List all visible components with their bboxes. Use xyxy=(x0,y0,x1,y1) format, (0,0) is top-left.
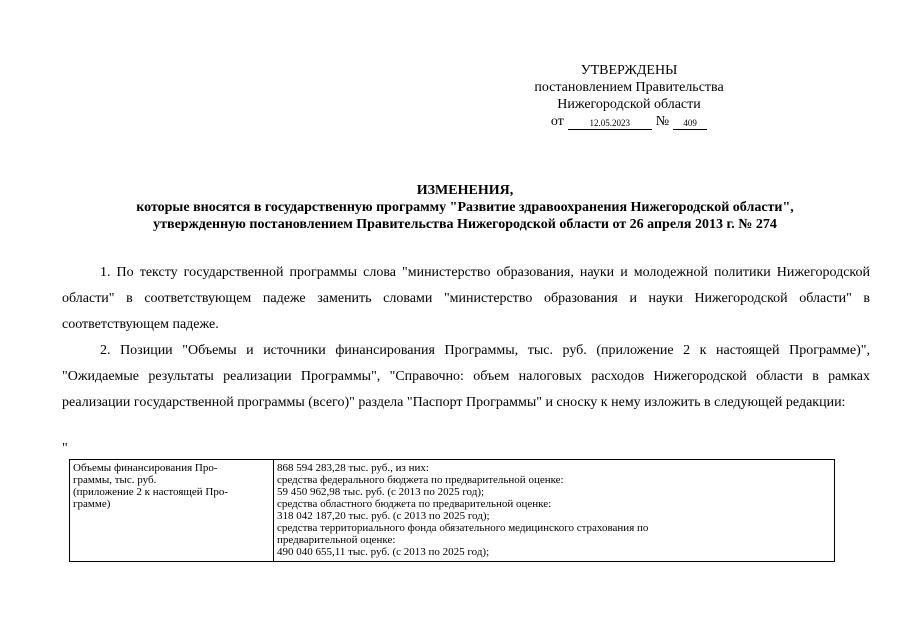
approval-date: 12.05.2023 xyxy=(568,118,652,130)
approval-line-1: постановлением Правительства xyxy=(534,80,724,95)
approval-block xyxy=(500,62,758,130)
title-sub-2: утвержденную постановлением Правительства Нижегородской области от 26 апреля 2013 г. № 274 xyxy=(153,217,777,232)
financing-table xyxy=(69,459,835,562)
cell-line: грамме) xyxy=(73,498,111,510)
cell-line: средства федерального бюджета по предварительной оценке: xyxy=(277,474,564,486)
cell-line: 318 042 187,20 тыс. руб. (с 2013 по 2025 год); xyxy=(277,510,490,522)
cell-line: граммы, тыс. руб. xyxy=(73,474,157,486)
table-cell-label xyxy=(70,460,274,562)
cell-line: 490 040 655,11 тыс. руб. (с 2013 по 2025 год); xyxy=(277,546,490,558)
number-sign: № xyxy=(655,114,670,129)
approval-date-line xyxy=(500,113,758,130)
approval-heading: УТВЕРЖДЕНЫ xyxy=(580,63,678,78)
date-prefix: от xyxy=(550,114,564,129)
opening-quote: " xyxy=(62,441,68,456)
cell-line: 59 450 962,98 тыс. руб. (с 2013 по 2025 год); xyxy=(277,486,485,498)
title-main: ИЗМЕНЕНИЯ, xyxy=(416,183,514,198)
table-row xyxy=(70,460,835,562)
approval-line-2: Нижегородской области xyxy=(557,97,701,112)
cell-line: 868 594 283,28 тыс. руб., из них: xyxy=(277,462,429,474)
cell-line: предварительной оценке: xyxy=(277,534,396,546)
cell-line: (приложение 2 к настоящей Про- xyxy=(73,486,228,498)
document-title xyxy=(60,182,870,233)
approval-number: 409 xyxy=(673,118,707,130)
table-cell-value xyxy=(274,460,835,562)
cell-line: средства областного бюджета по предварительной оценке: xyxy=(277,498,552,510)
paragraph-1: 1. По тексту государственной программы слова "министерство образования, науки и молодежной политики Нижегородской области" в соответствующем падеже заменить словами "министерство образования и науки Нижегородской области" в соответствующем падеже. xyxy=(62,265,870,332)
cell-line: Объемы финансирования Про- xyxy=(73,462,218,474)
title-sub-1: которые вносятся в государственную программу "Развитие здравоохранения Нижегородской области", xyxy=(136,200,794,215)
cell-line: средства территориального фонда обязательного медицинского страхования по xyxy=(277,522,649,534)
paragraph-2: 2. Позиции "Объемы и источники финансирования Программы, тыс. руб. (приложение 2 к настоящей Программе)", "Ожидаемые результаты реализации Программы", "Справочно: объем налоговых расходов Нижегородской области в рамках реализации государственной программы (всего)" раздела "Паспорт Программы" и сноску к нему изложить в следующей редакции: xyxy=(62,343,870,410)
